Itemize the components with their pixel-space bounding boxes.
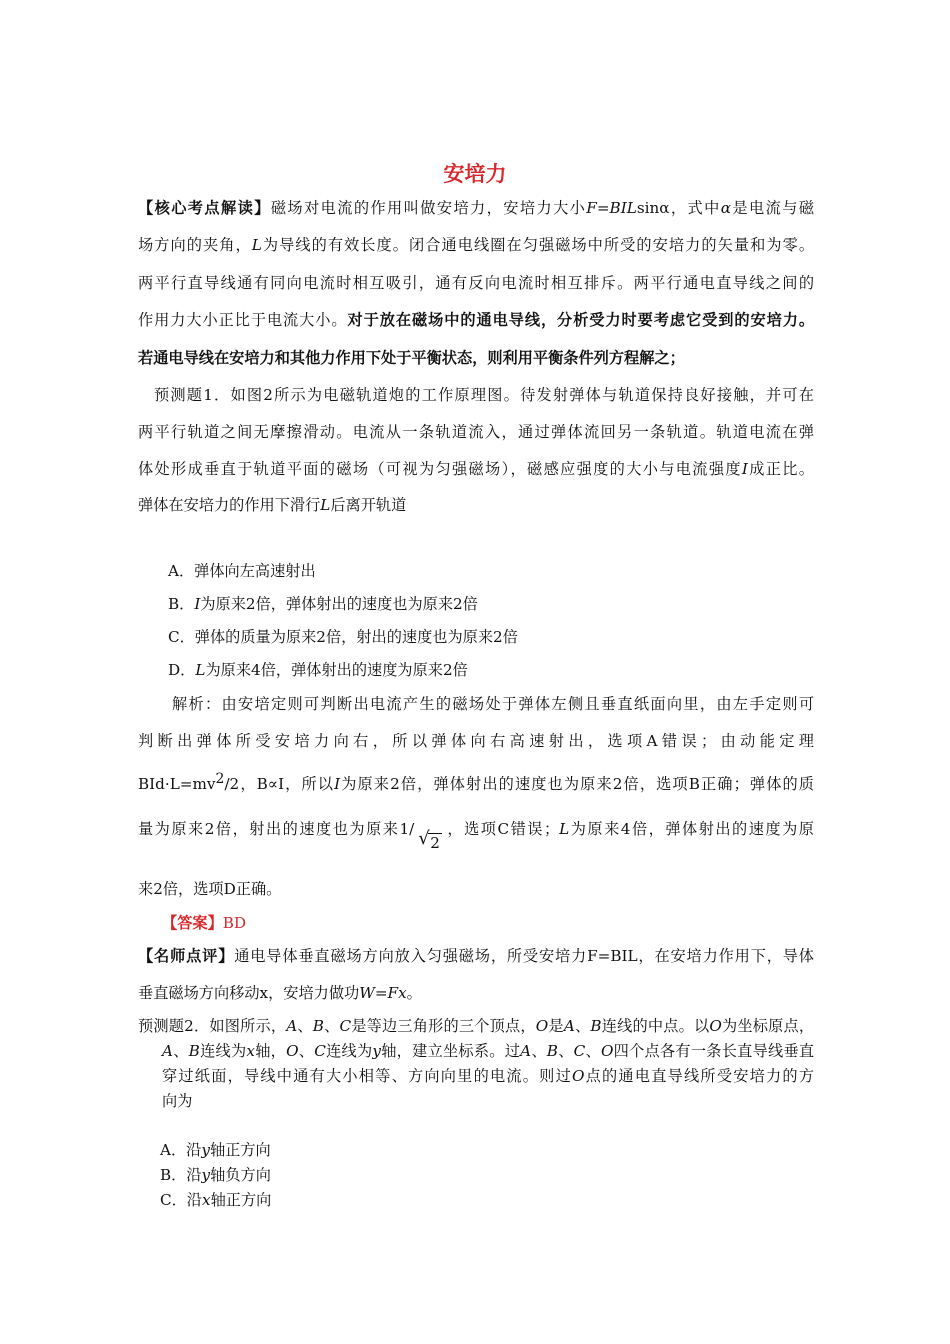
q1-line-1: 预测题1．如图2所示为电磁轨道炮的工作原理图。待发射弹体与轨道保持良好接触，并可在 [154,386,814,404]
core-line-4: 作用力大小正比于电流大小。对于放在磁场中的通电导线，分析受力时要考虑它受到的安培力。 [138,311,815,329]
analysis-line-5: 来2倍，选项D正确。 [138,880,282,898]
comment-label: 【名师点评】 [138,947,235,965]
q2-option-c: C．沿x轴正方向 [160,1191,272,1209]
q2-option-a: A．沿y轴正方向 [160,1141,271,1159]
answer-value: BD [222,914,247,932]
analysis-line-3: $BId\cdot L=mv^2/2$，B∝I，所以I为原来2倍，弹体射出的速度也为原来2倍，选项B正确；弹体的质 [138,771,814,794]
core-line-5: 若通电导线在安培力和其他力作用下处于平衡状态，则利用平衡条件列方程解之； [138,349,685,367]
q2-line-4: 向为 [162,1092,193,1110]
q2-line-1: 预测题2．如图所示，A、B、C是等边三角形的三个顶点，O是A、B连线的中点。以O为坐标原点， [138,1017,815,1035]
q1-option-c: C．弹体的质量为原来2倍，射出的速度也为原来2倍 [168,628,518,646]
analysis-line-2: 判断出弹体所受安培力向右，所以弹体向右高速射出，选项A错误；由动能定理 [138,732,814,750]
core-line-1: 【核心考点解读】磁场对电流的作用叫做安培力，安培力大小F=BILsinα，式中α是电流与磁 [138,199,815,217]
core-line-2: 场方向的夹角，L为导线的有效长度。闭合通电线圈在匀强磁场中所受的安培力的矢量和为零。 [138,236,815,254]
q1-option-b: B．I为原来2倍，弹体射出的速度也为原来2倍 [168,595,478,613]
analysis-line-4: 量为原来2倍，射出的速度也为原来1/ √ 2，选项C错误；L为原来4倍，弹体射出的速度为原 [138,820,814,852]
q1-line-2: 两平行轨道之间无摩擦滑动。电流从一条轨道流入，通过弹体流回另一条轨道。轨道电流在弹 [138,423,814,441]
q1-line-4: 弹体在安培力的作用下滑行L后离开轨道 [138,496,407,514]
comment-line-1: 【名师点评】通电导体垂直磁场方向放入匀强磁场，所受安培力F=BIL，在安培力作用下，导体 [138,947,814,965]
comment-line-2: 垂直磁场方向移动x，安培力做功W=Fx。 [138,984,422,1002]
q1-line-3: 体处形成垂直于轨道平面的磁场（可视为匀强磁场），磁感应强度的大小与电流强度I成正比。 [138,460,814,478]
q1-option-a: A．弹体向左高速射出 [168,562,316,580]
page-title: 安培力 [443,161,507,186]
q2-line-3: 穿过纸面，导线中通有大小相等、方向向里的电流。则过O点的通电直导线所受安培力的方 [162,1067,815,1085]
q1-option-d: D．L为原来4倍，弹体射出的速度为原来2倍 [168,661,468,679]
analysis-line-1: 解析：由安培定则可判断出电流产生的磁场处于弹体左侧且垂直纸面向里，由左手定则可 [172,695,814,713]
answer [162,913,246,933]
q2-line-2: A、B连线为x轴，O、C连线为y轴，建立坐标系。过A、B、C、O四个点各有一条长直导线垂直 [162,1042,815,1060]
core-label: 【核心考点解读】 [138,199,271,217]
formula: F=BIL [586,199,637,217]
core-line-3: 两平行直导线通有同向电流时相互吸引，通有反向电流时相互排斥。两平行通电直导线之间的 [138,274,814,292]
q2-option-b: B．沿y轴负方向 [160,1166,271,1184]
answer-label: 【答案】 [162,914,223,932]
sqrt-symbol: √ 2 [418,828,440,852]
